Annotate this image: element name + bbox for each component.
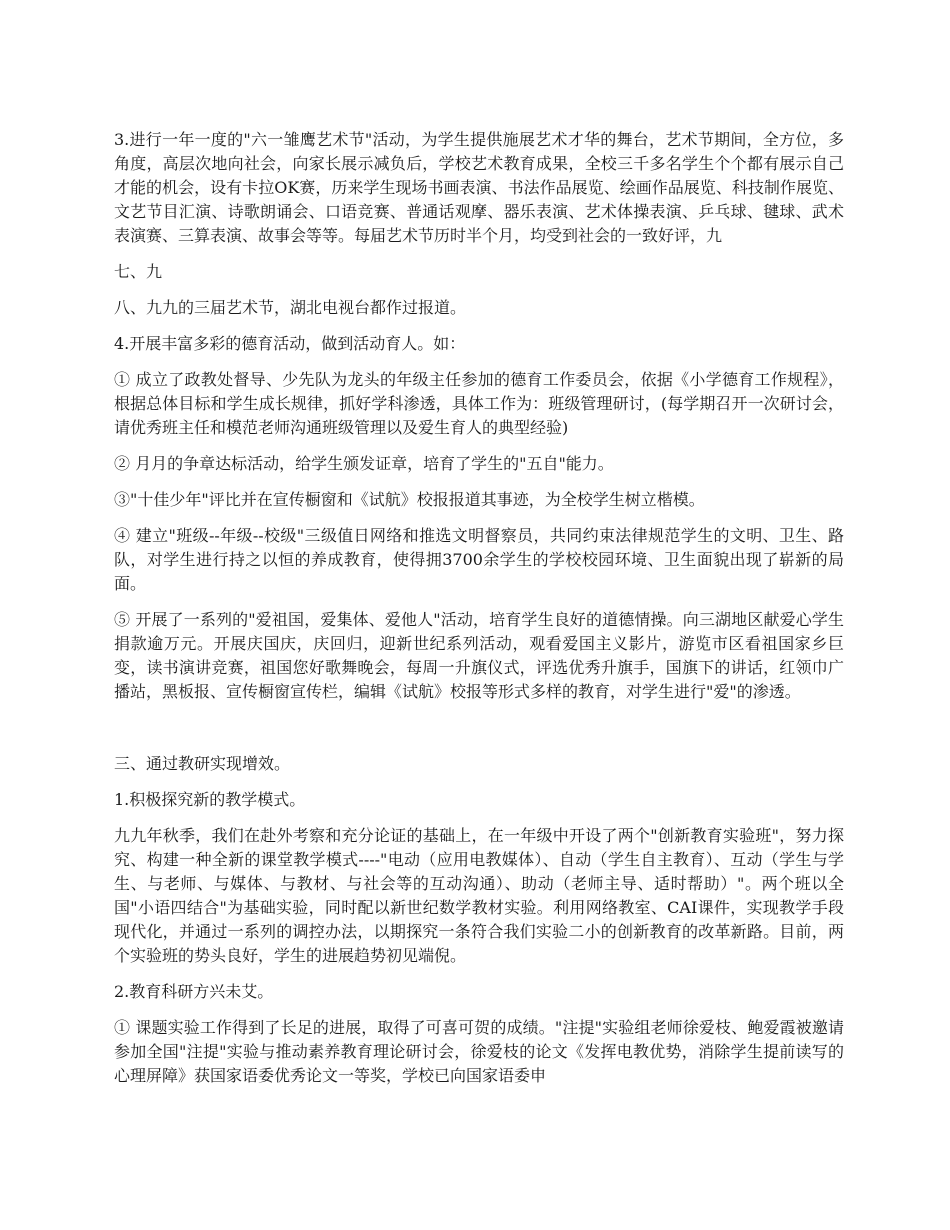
document-body bbox=[114, 128, 844, 1100]
paragraph-art-festival: 3.进行一年一度的"六一雏鹰艺术节"活动，为学生提供施展艺术才华的舞台，艺术节期间，全方位，多角度，高层次地向社会，向家长展示减负后，学校艺术教育成果，全校三千多名学生个个都有展示自己才能的机会，设有卡拉OK赛，历来学生现场书画表演、书法作品展览、绘画作品展览、科技制作展览、文艺节目汇演、诗歌朗诵会、口语竞赛、普通话观摩、器乐表演、艺术体操表演、乒乓球、毽球、武术表演赛、三算表演、故事会等等。每届艺术节历时半个月，均受到社会的一致好评，九 bbox=[114, 130, 844, 245]
list-item-research-results: ① 课题实验工作得到了长足的进展，取得了可喜可贺的成绩。"注提"实验组老师徐爱枝、鲍爱霞被邀请参加全国"注提"实验与推动素养教育理论研讨会，徐爱枝的论文《发挥电教优势，消除学生提前读写的心理屏障》获国家语委优秀论文一等奖，学校已向国家语委申 bbox=[114, 1018, 844, 1085]
list-item-patriotic-activities: ⑤ 开展了一系列的"爱祖国，爱集体、爱他人"活动，培育学生良好的道德情操。向三湖地区献爱心学生捐款逾万元。开展庆国庆，庆回归，迎新世纪系列活动，观看爱国主义影片，游览市区看祖国家乡巨变，读书演讲竞赛，祖国您好歌舞晚会，每周一升旗仪式，评选优秀升旗手，国旗下的讲话，红领巾广播站，黑板报、宣传橱窗宣传栏，编辑《试航》校报等形式多样的教育，对学生进行"爱"的渗透。 bbox=[114, 610, 844, 701]
list-item-monthly-badges: ② 月月的争章达标活动，给学生颁发证章，培育了学生的"五自"能力。 bbox=[114, 454, 614, 473]
paragraph-tv-report: 八、九九的三届艺术节，湖北电视台都作过报道。 bbox=[114, 298, 467, 317]
subheading-research: 2.教育科研方兴未艾。 bbox=[114, 982, 274, 1001]
paragraph-innovation-class: 九九年秋季，我们在赴外考察和充分论证的基础上，在一年级中开设了两个"创新教育实验班"，努力探究、构建一种全新的课堂教学模式----"电动（应用电教媒体）、自动（学生自主教育）、互动（学生与学生、与老师、与媒体、与教材、与社会等的互动沟通）、助动（老师主导、适时帮助）"。两个班以全国"小语四结合"为基础实验，同时配以新世纪数学教材实验。利用网络教室、CAI课件，实现教学手段现代化，并通过一系列的调控办法，以期探究一条符合我们实验二小的创新教育的改革新路。目前，两个实验班的势头良好，学生的进展趋势初见端倪。 bbox=[114, 826, 844, 965]
list-item-top-ten-youth: ③"十佳少年"评比并在宣传橱窗和《试航》校报报道其事迹，为全校学生树立楷模。 bbox=[114, 490, 705, 509]
paragraph-seven-nine: 七、九 bbox=[114, 262, 163, 281]
section-spacer bbox=[114, 716, 844, 752]
paragraph-moral-education: 4.开展丰富多彩的德育活动，做到活动育人。如： bbox=[114, 334, 466, 353]
list-item-duty-network: ④ 建立"班级--年级--校级"三级值日网络和推选文明督察员，共同约束法律规范学生的文明、卫生、路队，对学生进行持之以恒的养成教育，使得拥3700余学生的学校校园环境、卫生面貌出现了崭新的局面。 bbox=[114, 526, 844, 593]
subheading-teaching-model: 1.积极探究新的教学模式。 bbox=[114, 790, 306, 809]
section-heading: 三、通过教研实现增效。 bbox=[114, 754, 291, 773]
list-item-committee: ① 成立了政教处督导、少先队为龙头的年级主任参加的德育工作委员会，依据《小学德育工作规程》，根据总体目标和学生成长规律，抓好学科渗透，具体工作为：班级管理研讨，(每学期召开一次研讨会，请优秀班主任和模范老师沟通班级管理以及爱生育人的典型经验) bbox=[114, 370, 844, 437]
